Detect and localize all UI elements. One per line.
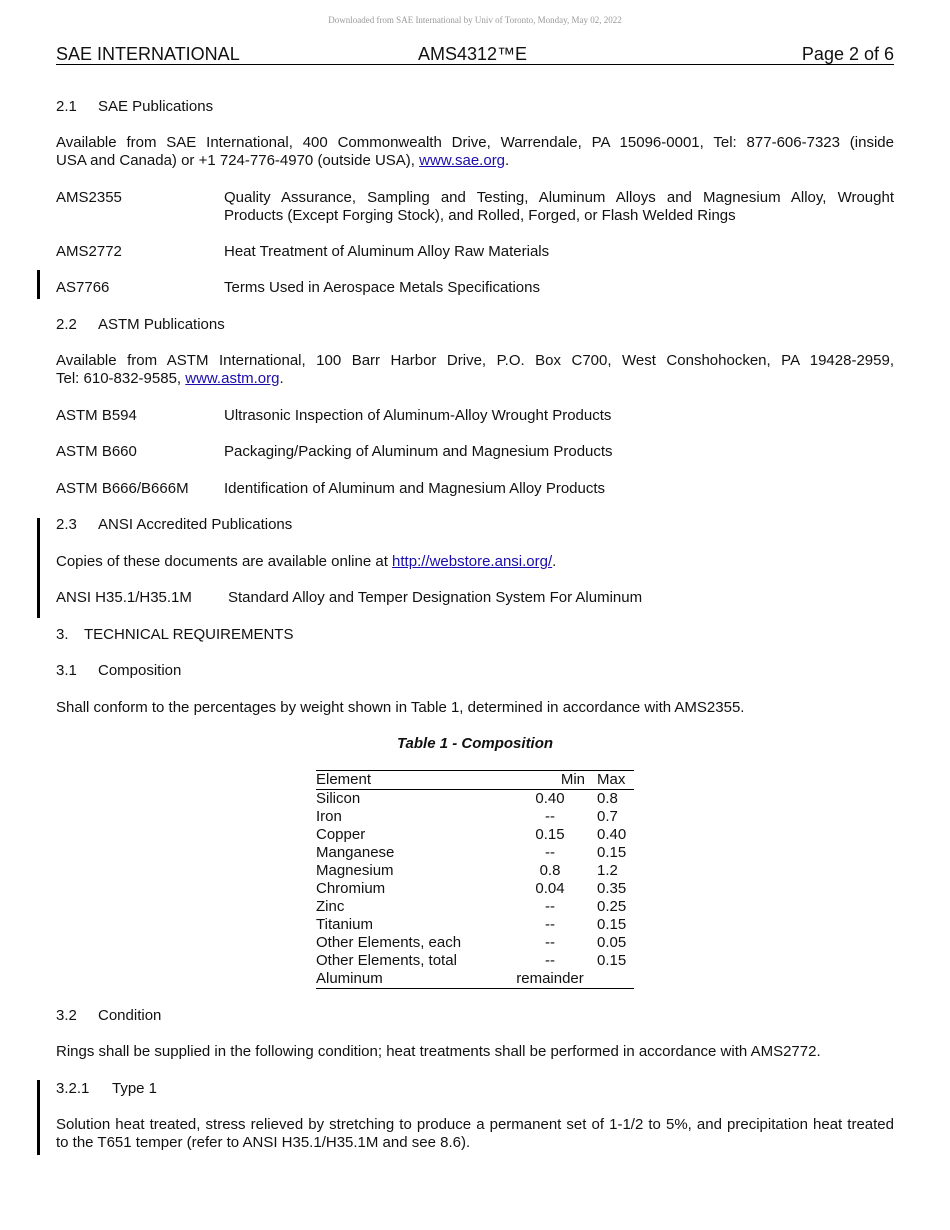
table-row xyxy=(316,916,634,934)
section-2-3-intro: Copies of these documents are available online at http://webstore.ansi.org/. xyxy=(56,553,557,570)
ref-code-ams2355: AMS2355 xyxy=(56,189,122,206)
section-2-1-intro: Available from SAE International, 400 Commonwealth Drive, Warrendale, PA 15096-0001, Tel: 877-606-7323 (inside xyxy=(56,134,894,151)
section-2-1-number: 2.1 xyxy=(56,98,77,115)
section-3-1-title: Composition xyxy=(98,662,182,679)
section-3-2-number: 3.2 xyxy=(56,1007,77,1024)
max-cell xyxy=(585,970,634,989)
table-row xyxy=(316,844,634,862)
table-row xyxy=(316,826,634,844)
table-header-row xyxy=(316,771,634,790)
max-cell: 1.2 xyxy=(597,862,618,879)
min-cell: 0.40 xyxy=(535,790,565,807)
revision-bar xyxy=(37,270,40,299)
section-2-2-intro-line2: Tel: 610-832-9585, www.astm.org. xyxy=(56,370,284,387)
min-cell: 0.15 xyxy=(535,826,565,843)
ref-title-ams2355: Quality Assurance, Sampling and Testing, Aluminum Alloys and Magnesium Alloy, Wrought xyxy=(224,189,894,206)
min-cell: -- xyxy=(545,844,555,861)
revision-bar xyxy=(37,1080,40,1155)
ref-code-astm-b666: ASTM B666/B666M xyxy=(56,480,189,497)
section-2-2-title: ASTM Publications xyxy=(98,316,225,333)
section-3-number: 3. xyxy=(56,626,69,643)
ref-title-astm-b666: Identification of Aluminum and Magnesium Alloy Products xyxy=(224,480,606,497)
column-header-min: Min xyxy=(560,771,585,788)
ansi-webstore-link[interactable]: http://webstore.ansi.org/ xyxy=(392,553,553,570)
section-2-1-intro-line2: USA and Canada) or +1 724-776-4970 (outside USA), www.sae.org. xyxy=(56,152,510,169)
max-cell: 0.25 xyxy=(597,898,627,915)
min-cell: -- xyxy=(545,916,555,933)
ref-title-ansi-h35: Standard Alloy and Temper Designation System For Aluminum xyxy=(228,589,643,606)
ref-title-ams2355-line2: Products (Except Forging Stock), and Rolled, Forged, or Flash Welded Rings xyxy=(224,207,736,224)
min-cell: -- xyxy=(545,952,555,969)
header-page-number: Page 2 of 6 xyxy=(801,44,894,64)
ref-code-astm-b594: ASTM B594 xyxy=(56,407,137,424)
composition-table xyxy=(316,770,634,989)
section-3-1-text: Shall conform to the percentages by weight shown in Table 1, determined in accordance with AMS2355. xyxy=(56,699,745,716)
element-cell: Titanium xyxy=(316,916,373,933)
ref-code-astm-b660: ASTM B660 xyxy=(56,443,137,460)
element-cell: Aluminum xyxy=(316,970,383,987)
element-cell: Copper xyxy=(316,826,366,843)
ref-code-as7766: AS7766 xyxy=(56,279,110,296)
element-cell: Silicon xyxy=(316,790,361,807)
section-3-2-title: Condition xyxy=(98,1007,162,1024)
max-cell: 0.05 xyxy=(597,934,627,951)
table-row xyxy=(316,880,634,898)
element-cell: Other Elements, each xyxy=(316,934,462,951)
section-3-2-text: Rings shall be supplied in the following condition; heat treatments shall be performed in accordance with AMS2772. xyxy=(56,1043,821,1060)
section-3-2-1-number: 3.2.1 xyxy=(56,1080,90,1097)
table-row xyxy=(316,862,634,880)
ref-title-ams2772: Heat Treatment of Aluminum Alloy Raw Materials xyxy=(224,243,550,260)
max-cell: 0.15 xyxy=(597,844,627,861)
table-row xyxy=(316,952,634,970)
download-watermark: Downloaded from SAE International by Univ of Toronto, Monday, May 02, 2022 xyxy=(328,15,622,25)
min-cell: -- xyxy=(545,898,555,915)
page-header xyxy=(56,44,894,65)
element-cell: Chromium xyxy=(316,880,386,897)
min-cell: -- xyxy=(545,934,555,951)
max-cell: 0.15 xyxy=(597,916,627,933)
max-cell: 0.35 xyxy=(597,880,627,897)
header-doc-id: AMS4312™E xyxy=(418,44,528,64)
section-3-title: TECHNICAL REQUIREMENTS xyxy=(84,626,294,643)
ref-code-ansi-h35: ANSI H35.1/H35.1M xyxy=(56,589,192,606)
min-cell: 0.04 xyxy=(535,880,565,897)
element-cell: Magnesium xyxy=(316,862,394,879)
section-3-2-1-text-line2: to the T651 temper (refer to ANSI H35.1/H35.1M and see 8.6). xyxy=(56,1134,471,1151)
min-cell: -- xyxy=(545,808,555,825)
column-header-element: Element xyxy=(316,771,372,788)
min-cell: remainder xyxy=(516,970,584,987)
element-cell: Other Elements, total xyxy=(316,952,457,969)
section-3-2-1-title: Type 1 xyxy=(112,1080,158,1097)
element-cell: Manganese xyxy=(316,844,395,861)
ref-title-as7766: Terms Used in Aerospace Metals Specifications xyxy=(224,279,540,296)
element-cell: Iron xyxy=(316,808,342,825)
table-1-caption: Table 1 - Composition xyxy=(396,735,554,752)
section-3-2-1-text: Solution heat treated, stress relieved by stretching to produce a permanent set of 1-1/2 to 5%, and precipitation heat treated xyxy=(56,1116,894,1133)
table-row xyxy=(316,970,634,989)
astm-website-link[interactable]: www.astm.org xyxy=(185,370,280,387)
max-cell: 0.8 xyxy=(597,790,618,807)
max-cell: 0.7 xyxy=(597,808,618,825)
table-row xyxy=(316,808,634,826)
table-row xyxy=(316,934,634,952)
element-cell: Zinc xyxy=(316,898,345,915)
section-2-3-number: 2.3 xyxy=(56,516,77,533)
min-cell: 0.8 xyxy=(539,862,561,879)
table-row xyxy=(316,790,634,809)
max-cell: 0.15 xyxy=(597,952,627,969)
section-2-2-intro: Available from ASTM International, 100 Barr Harbor Drive, P.O. Box C700, West Conshohocken, PA 19428-2959, xyxy=(56,352,894,369)
ref-code-ams2772: AMS2772 xyxy=(56,243,122,260)
section-2-2-number: 2.2 xyxy=(56,316,77,333)
section-3-1-number: 3.1 xyxy=(56,662,77,679)
ref-title-astm-b660: Packaging/Packing of Aluminum and Magnesium Products xyxy=(224,443,613,460)
section-2-3-title: ANSI Accredited Publications xyxy=(98,516,293,533)
max-cell: 0.40 xyxy=(597,826,627,843)
sae-website-link[interactable]: www.sae.org xyxy=(419,152,506,169)
ref-title-astm-b594: Ultrasonic Inspection of Aluminum-Alloy Wrought Products xyxy=(224,407,612,424)
column-header-max: Max xyxy=(597,771,626,788)
revision-bar xyxy=(37,518,40,618)
table-row xyxy=(316,898,634,916)
header-org: SAE INTERNATIONAL xyxy=(56,44,240,64)
section-2-1-title: SAE Publications xyxy=(98,98,214,115)
